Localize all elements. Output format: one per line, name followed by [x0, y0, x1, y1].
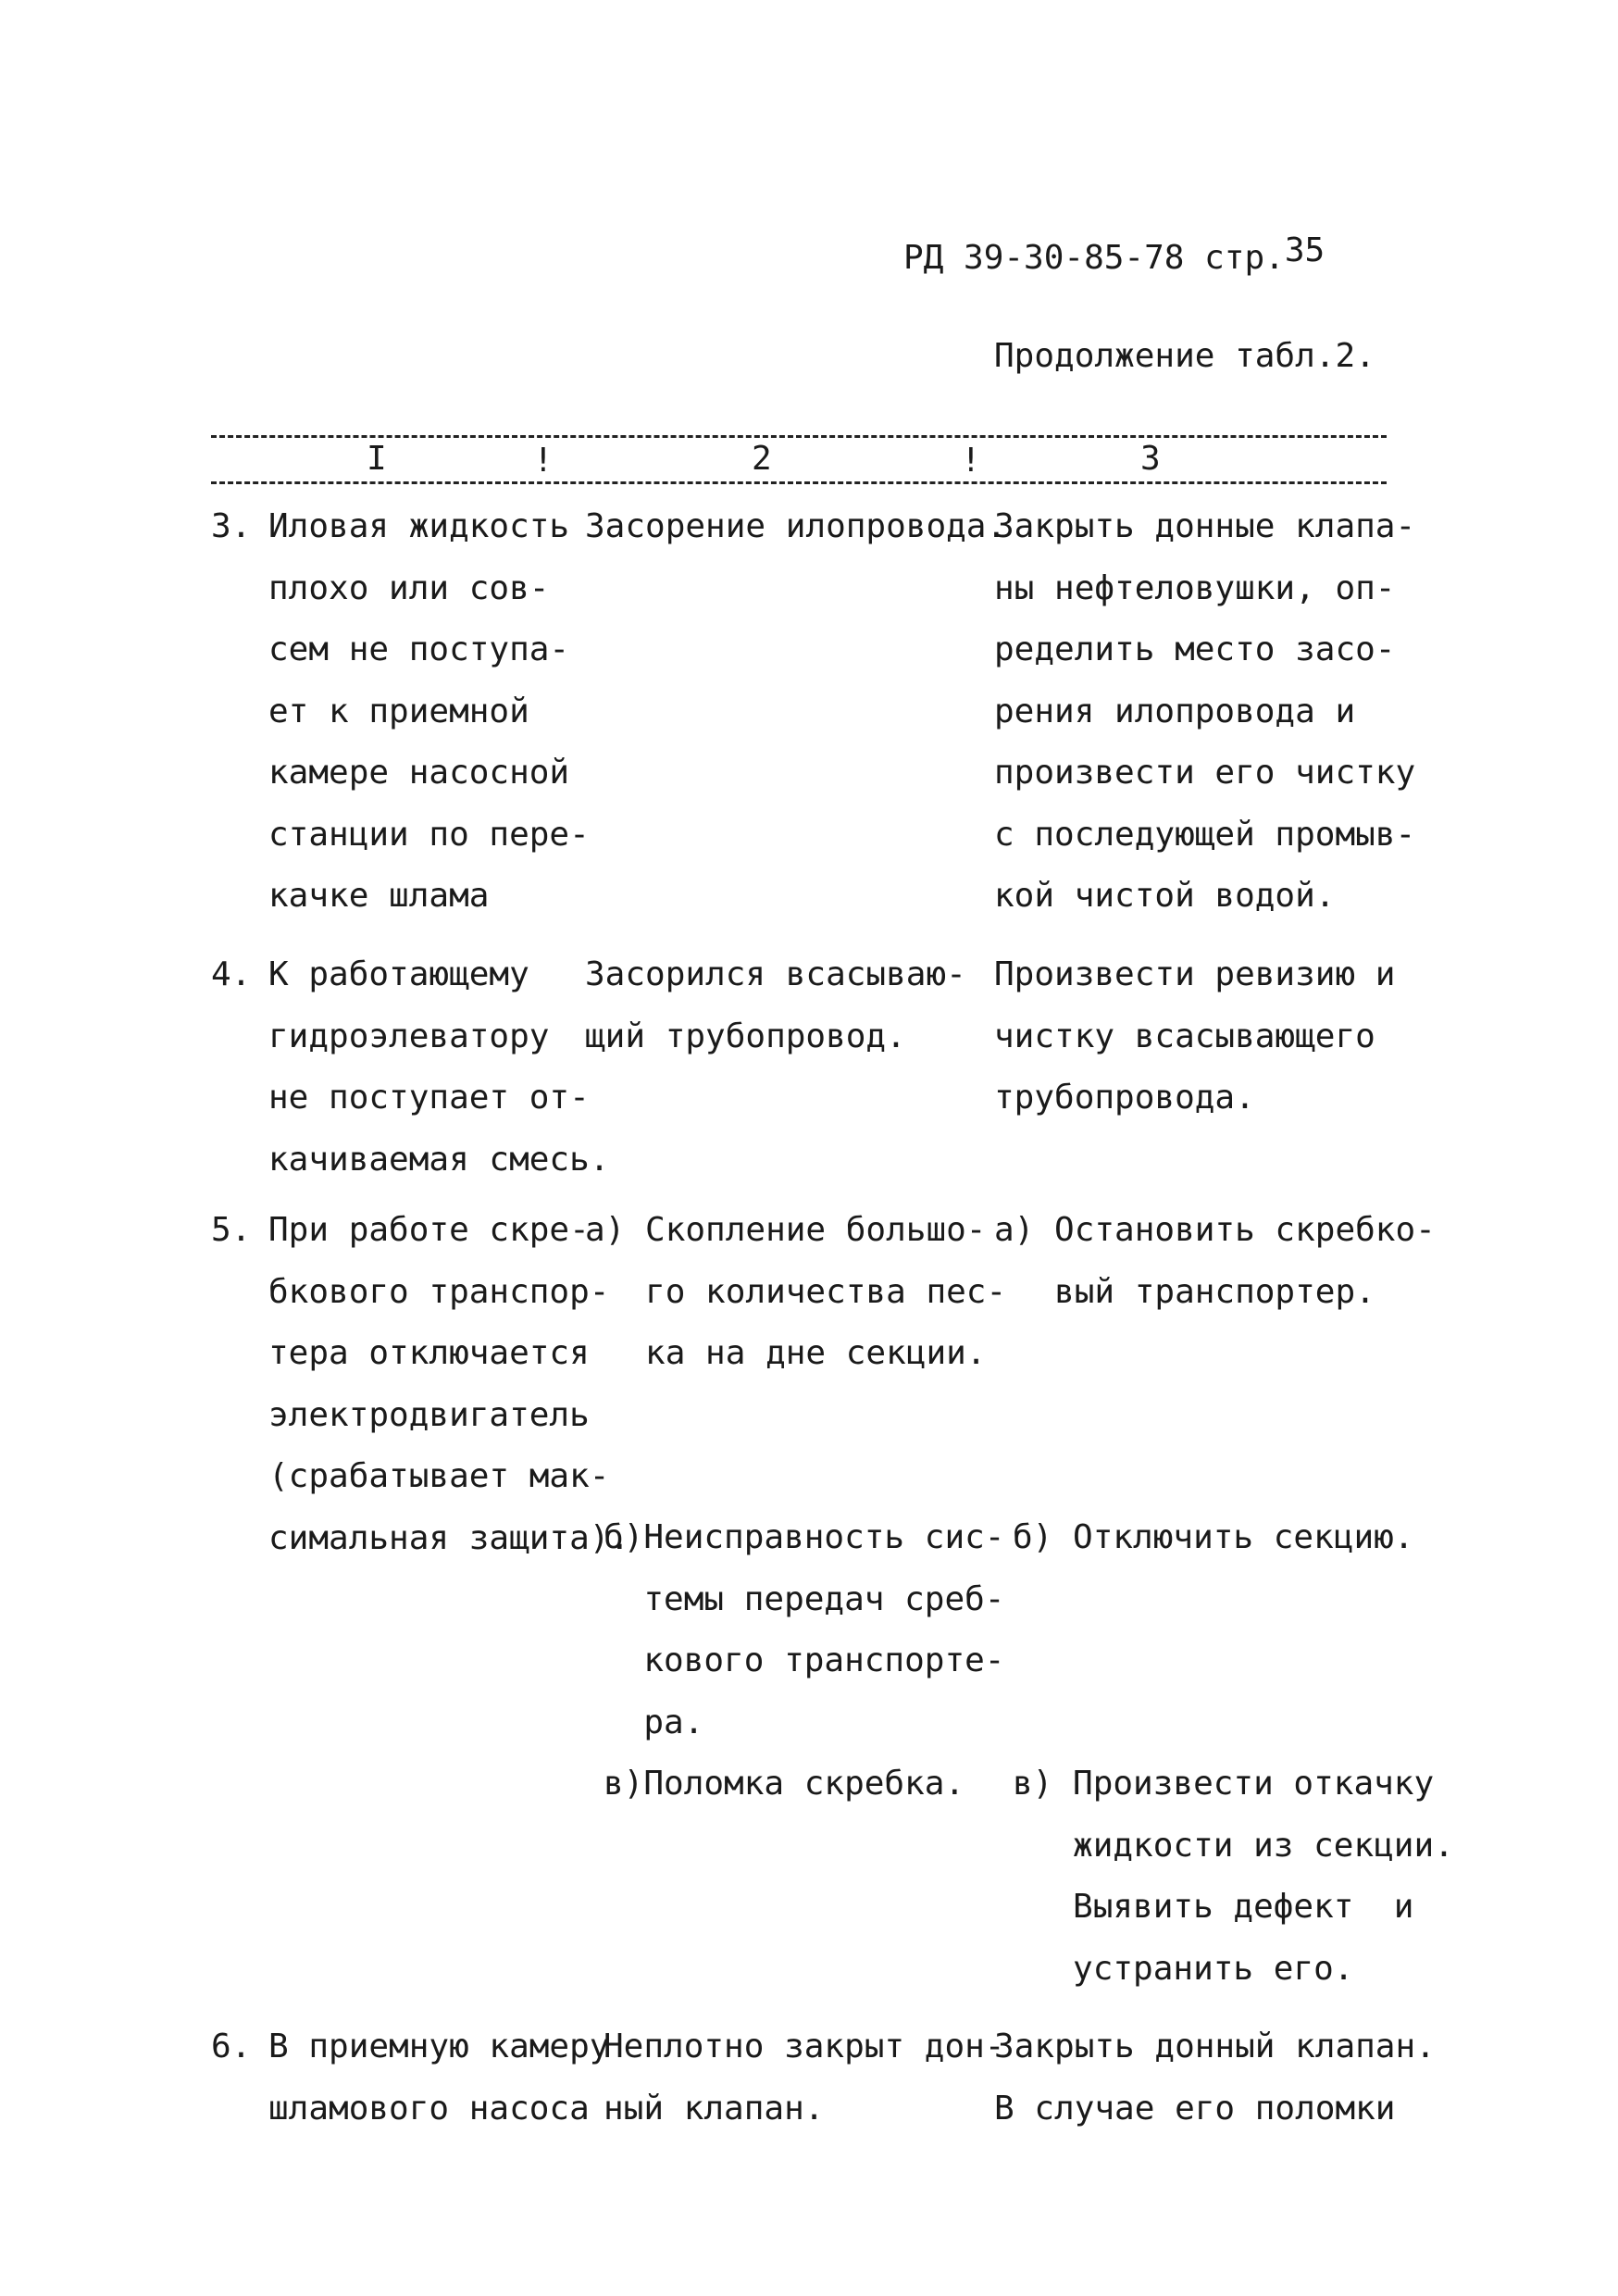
row-5-number: 5. [211, 1211, 252, 1249]
row-3-number: 3. [211, 507, 252, 545]
column-separator-2: ! [961, 442, 981, 480]
row-3-symptom: Иловая жидкость плохо или сов- сем не поступа- ет к приемной камере насосной станции по пере- качке шлама [268, 507, 590, 915]
row-5-remedy-a: а) Остановить скребко- вый транспортер. [994, 1211, 1436, 1311]
row-6-remedy: Закрыть донный клапан. В случае его поломки [994, 2028, 1436, 2128]
row-3-cause: Засорение илопровода. [585, 507, 1007, 545]
table-header-rule [211, 481, 1387, 484]
row-6-symptom: В приемную камеру шламового насоса [268, 2028, 610, 2128]
row-3-remedy: Закрыть донные клапа- ны нефтеловушки, оп- ределить место засо- рения илопровода и произвести его чистку с последующей промыв- кой чистой водой. [994, 507, 1416, 915]
column-separator-1: ! [533, 442, 554, 480]
row-5-cause-c: в)Поломка скребка. [604, 1765, 965, 1803]
row-4-remedy: Произвести ревизию и чистку всасывающего трубопровода. [994, 955, 1396, 1117]
table-top-rule [211, 435, 1387, 438]
document-code-text: РД 39-30-85-78 стр. [903, 239, 1285, 277]
row-5-symptom: При работе скре- бкового транспор- тера отключается электродвигатель (срабатывает мак- симальная защита). [268, 1211, 630, 1557]
document-code [903, 231, 1326, 277]
row-4-symptom: К работающему гидроэлеватору не поступает от- качиваемая смесь. [268, 955, 610, 1179]
column-header-3: 3 [1140, 440, 1161, 478]
row-6-cause: Неплотно закрыт дон- ный клапан. [604, 2028, 1005, 2128]
column-header-1: I [367, 440, 387, 478]
page-number: 35 [1284, 231, 1326, 269]
column-header-2: 2 [752, 440, 772, 478]
row-4-cause: Засорился всасываю- щий трубопровод. [585, 955, 966, 1055]
row-5-cause-b: б)Неисправность сис- темы передач среб- кового транспорте- ра. [604, 1518, 1005, 1741]
table-continuation-label: Продолжение табл.2. [994, 337, 1375, 375]
row-4-number: 4. [211, 955, 252, 993]
row-5-remedy-b: б) Отключить секцию. [1013, 1518, 1414, 1556]
row-5-remedy-c: в) Произвести откачку жидкости из секции. Выявить дефект и устранить его. [1013, 1765, 1454, 1988]
row-6-number: 6. [211, 2028, 252, 2065]
row-5-cause-a: а) Скопление большо- го количества пес- ка на дне секции. [585, 1211, 1007, 1372]
